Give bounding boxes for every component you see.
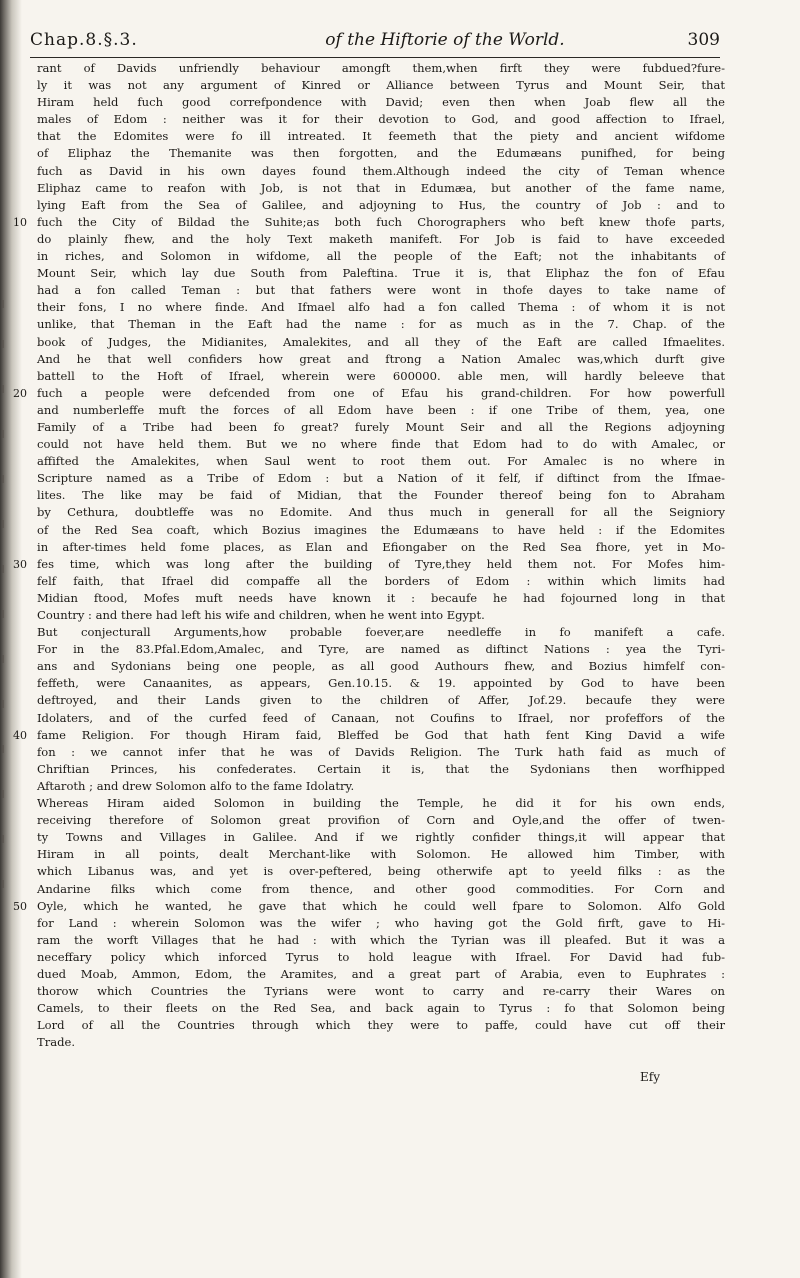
text-line xyxy=(37,812,725,829)
text-line xyxy=(37,436,725,453)
text-line xyxy=(37,590,725,607)
text-line xyxy=(37,795,725,812)
line-text: fes time, which was long after the building of Tyre,they held them not. For Mofes him- xyxy=(37,556,725,571)
line-text: deftroyed, and their Lands given to the children of Affer, Jof.29. becaufe they were xyxy=(37,693,725,708)
text-line xyxy=(37,761,725,778)
line-text: Eliphaz came to reafon with Job, is not that in Edumæa, but another of the fame name, xyxy=(37,180,725,195)
line-text: lying Eaft from the Sea of Galilee, and adjoyning to Hus, the country of Job : and to xyxy=(37,197,725,212)
line-text: fuch a people were defcended from one of Efau his grand-children. For how powerfull xyxy=(37,385,725,400)
line-text: in after-times held fome places, as Elan and Efiongaber on the Red Sea fhore, yet in Mo- xyxy=(37,539,725,554)
line-text: ans and Sydonians being one people, as all good Authours fhew, and Bozius himfelf con- xyxy=(37,659,725,674)
line-text: Country : and there had left his wife and children, when he went into Egypt. xyxy=(37,608,485,622)
line-text: unlike, that Theman in the Eaft had the name : for as much as in the 7. Chap. of the xyxy=(37,317,725,332)
line-text: of Eliphaz the Themanite was then forgotten, and the Edumæans punifhed, for being xyxy=(37,146,725,161)
line-number: 20 xyxy=(13,386,27,400)
line-text: males of Edom : neither was it for their devotion to God, and good affection to Ifrael, xyxy=(37,112,725,127)
line-number: 30 xyxy=(13,557,27,571)
text-line xyxy=(37,983,725,1000)
text-line xyxy=(37,1000,725,1017)
text-line xyxy=(37,504,725,521)
running-header xyxy=(30,30,720,52)
text-line xyxy=(37,1017,725,1034)
line-text: ram the worft Villages that he had : with which the Tyrian was ill pleafed. But it was a xyxy=(37,932,725,947)
text-line xyxy=(37,351,725,368)
text-line xyxy=(13,214,725,231)
line-text: Whereas Hiram aided Solomon in building the Temple, he did it for his own ends, xyxy=(37,796,725,811)
line-text: Aftaroth ; and drew Solomon alfo to the fame Idolatry. xyxy=(37,778,355,793)
text-line xyxy=(37,77,725,94)
line-text: lites. The like may be faid of Midian, that the Founder thereof being fon to Abraham xyxy=(37,488,725,503)
text-line xyxy=(37,881,725,898)
line-text: Family of a Tribe had been fo great? furely Mount Seir and all the Regions adjoyning xyxy=(37,419,725,434)
text-line xyxy=(37,368,725,385)
text-line xyxy=(37,453,725,470)
line-number: 40 xyxy=(13,728,27,742)
text-line xyxy=(37,744,725,761)
text-line xyxy=(37,932,725,949)
line-text: feffeth, were Canaanites, as appears, Gen.10.15. & 19. appointed by God to have been xyxy=(37,676,725,691)
line-text: fuch the City of Bildad the Suhite;as both fuch Chorographers who beft knew thofe parts, xyxy=(37,214,725,229)
line-text: do plainly fhew, and the holy Text maketh manifeft. For Job is faid to have exceeded xyxy=(37,231,725,246)
text-line xyxy=(13,385,725,402)
line-text: Hiram held fuch good correfpondence with David; even then when Joab flew all the xyxy=(37,95,725,110)
running-title: of the Hiftorie of the World. xyxy=(325,30,565,50)
body-text xyxy=(13,60,725,1051)
text-line xyxy=(37,778,725,795)
text-line xyxy=(37,1034,725,1051)
line-text: their fons, I no where finde. And Ifmael alfo had a fon called Thema : of whom it is not xyxy=(37,300,725,315)
line-text: Oyle, which he wanted, he gave that which he could well fpare to Solomon. Alfo Gold xyxy=(37,898,725,913)
line-text: But conjecturall Arguments,how probable foever,are needleffe in fo manifeft a cafe. xyxy=(37,625,725,640)
text-line xyxy=(37,282,725,299)
line-text: Scripture named as a Tribe of Edom : but a Nation of it felf, if diftinct from the Ifmae- xyxy=(37,471,725,486)
line-text: fuch as David in his own dayes found them.Although indeed the city of Teman whence xyxy=(37,163,725,178)
header-rule xyxy=(30,57,720,58)
text-line xyxy=(37,675,725,692)
line-text: thorow which Countries the Tyrians were wont to carry and re-carry their Wares on xyxy=(37,984,725,999)
text-line xyxy=(37,829,725,846)
line-text: Lord of all the Countries through which they were to paffe, could have cut off their xyxy=(37,1018,725,1033)
line-text: Andarine filks which come from thence, and other good commodities. For Corn and xyxy=(37,881,725,896)
line-text: And he that well confiders how great and ftrong a Nation Amalec was,which durft give xyxy=(37,351,725,366)
line-text: Chriftian Princes, his confederates. Certain it is, that the Sydonians then worfhipped xyxy=(37,761,725,776)
text-line xyxy=(37,470,725,487)
line-text: rant of Davids unfriendly behaviour amongft them,when firft they were fubdued?fure- xyxy=(37,61,725,75)
chapter-reference: Chap.8.§.3. xyxy=(30,30,138,50)
text-line xyxy=(37,419,725,436)
text-line xyxy=(13,727,725,744)
line-text: had a fon called Teman : but that fathers were wont in thofe dayes to take name of xyxy=(37,283,725,298)
line-text: could not have held them. But we no where finde that Edom had to do with Amalec, or xyxy=(37,437,725,452)
line-text: Camels, to their fleets on the Red Sea, and back again to Tyrus : fo that Solomon being xyxy=(37,1001,725,1016)
text-line xyxy=(37,573,725,590)
catchword: Efy xyxy=(640,1070,660,1084)
text-line xyxy=(37,658,725,675)
text-line xyxy=(37,231,725,248)
text-line xyxy=(37,94,725,111)
line-number: 10 xyxy=(13,215,27,229)
text-line xyxy=(37,334,725,351)
line-text: fon : we cannot infer that he was of Davids Religion. The Turk hath faid as much of xyxy=(37,744,725,759)
text-line xyxy=(37,128,725,145)
line-text: of the Red Sea coaft, which Bozius imagines the Edumæans to have held : if the Edomites xyxy=(37,522,725,537)
text-line xyxy=(37,197,725,214)
text-line xyxy=(37,248,725,265)
text-line xyxy=(37,60,725,77)
line-text: ty Towns and Villages in Galilee. And if we rightly confider things,it will appear that xyxy=(37,830,725,845)
line-text: for Land : wherein Solomon was the wifer ; who having got the Gold firft, gave to Hi- xyxy=(37,915,725,930)
line-text: in riches, and Solomon in wifdome, all the people of the Eaft; not the inhabitants of xyxy=(37,249,725,264)
line-text: affifted the Amalekites, when Saul went to root them out. For Amalec is no where in xyxy=(37,454,725,469)
text-line xyxy=(37,863,725,880)
text-line xyxy=(37,641,725,658)
line-text: which Libanus was, and yet is over-peftered, being otherwife apt to yeeld filks : as the xyxy=(37,864,725,879)
line-text: and numberleffe muft the forces of all Edom have been : if one Tribe of them, yea, one xyxy=(37,402,725,417)
line-text: dued Moab, Ammon, Edom, the Aramites, and a great part of Arabia, even to Euphrates : xyxy=(37,966,725,981)
text-line xyxy=(37,163,725,180)
text-line xyxy=(13,556,725,573)
line-text: by Cethura, doubtleffe was no Edomite. And thus much in generall for all the Seigniory xyxy=(37,505,725,520)
text-line xyxy=(37,624,725,641)
line-text: that the Edomites were fo ill intreated. It feemeth that the piety and ancient wifdome xyxy=(37,129,725,144)
text-line xyxy=(37,915,725,932)
page-number: 309 xyxy=(687,30,720,50)
line-text: Midian ftood, Mofes muft needs have known it : becaufe he had fojourned long in that xyxy=(37,590,725,605)
line-text: neceffary policy which inforced Tyrus to hold league with Ifrael. For David had fub- xyxy=(37,949,725,964)
text-line xyxy=(37,316,725,333)
line-text: battell to the Hoft of Ifrael, wherein were 600000. able men, will hardly beleeve that xyxy=(37,368,725,383)
line-text: Hiram in all points, dealt Merchant-like with Solomon. He allowed him Timber, with xyxy=(37,847,725,862)
text-line xyxy=(37,607,725,624)
line-text: Idolaters, and of the curfed feed of Canaan, not Coufins to Ifrael, nor profeffors of the xyxy=(37,710,725,725)
line-text: Trade. xyxy=(37,1035,76,1050)
text-line xyxy=(37,710,725,727)
text-line xyxy=(37,539,725,556)
text-line xyxy=(37,692,725,709)
text-line xyxy=(37,111,725,128)
text-line xyxy=(37,522,725,539)
text-line xyxy=(37,949,725,966)
line-number: 50 xyxy=(13,899,27,913)
line-text: fame Religion. For though Hiram faid, Bleffed be God that hath fent King David a wife xyxy=(37,727,725,742)
text-line xyxy=(13,898,725,915)
text-line xyxy=(37,299,725,316)
text-line xyxy=(37,265,725,282)
line-text: receiving therefore of Solomon great provifion of Corn and Oyle,and the offer of twen- xyxy=(37,813,725,828)
line-text: ly it was not any argument of Kinred or Alliance between Tyrus and Mount Seir, that xyxy=(37,78,725,93)
line-text: Mount Seir, which lay due South from Paleftina. True it is, that Eliphaz the fon of Efau xyxy=(37,266,725,281)
text-line xyxy=(37,402,725,419)
line-text: For in the 83.Pfal.Edom,Amalec, and Tyre, are named as diftinct Nations : yea the Tyri- xyxy=(37,642,725,657)
text-line xyxy=(37,966,725,983)
line-text: book of Judges, the Midianites, Amalekites, and all they of the Eaft are called Ifmaelites. xyxy=(37,334,725,349)
text-line xyxy=(37,846,725,863)
text-line xyxy=(37,145,725,162)
line-text: felf faith, that Ifrael did compaffe all the borders of Edom : within which limits had xyxy=(37,573,725,588)
text-line xyxy=(37,180,725,197)
text-line xyxy=(37,487,725,504)
